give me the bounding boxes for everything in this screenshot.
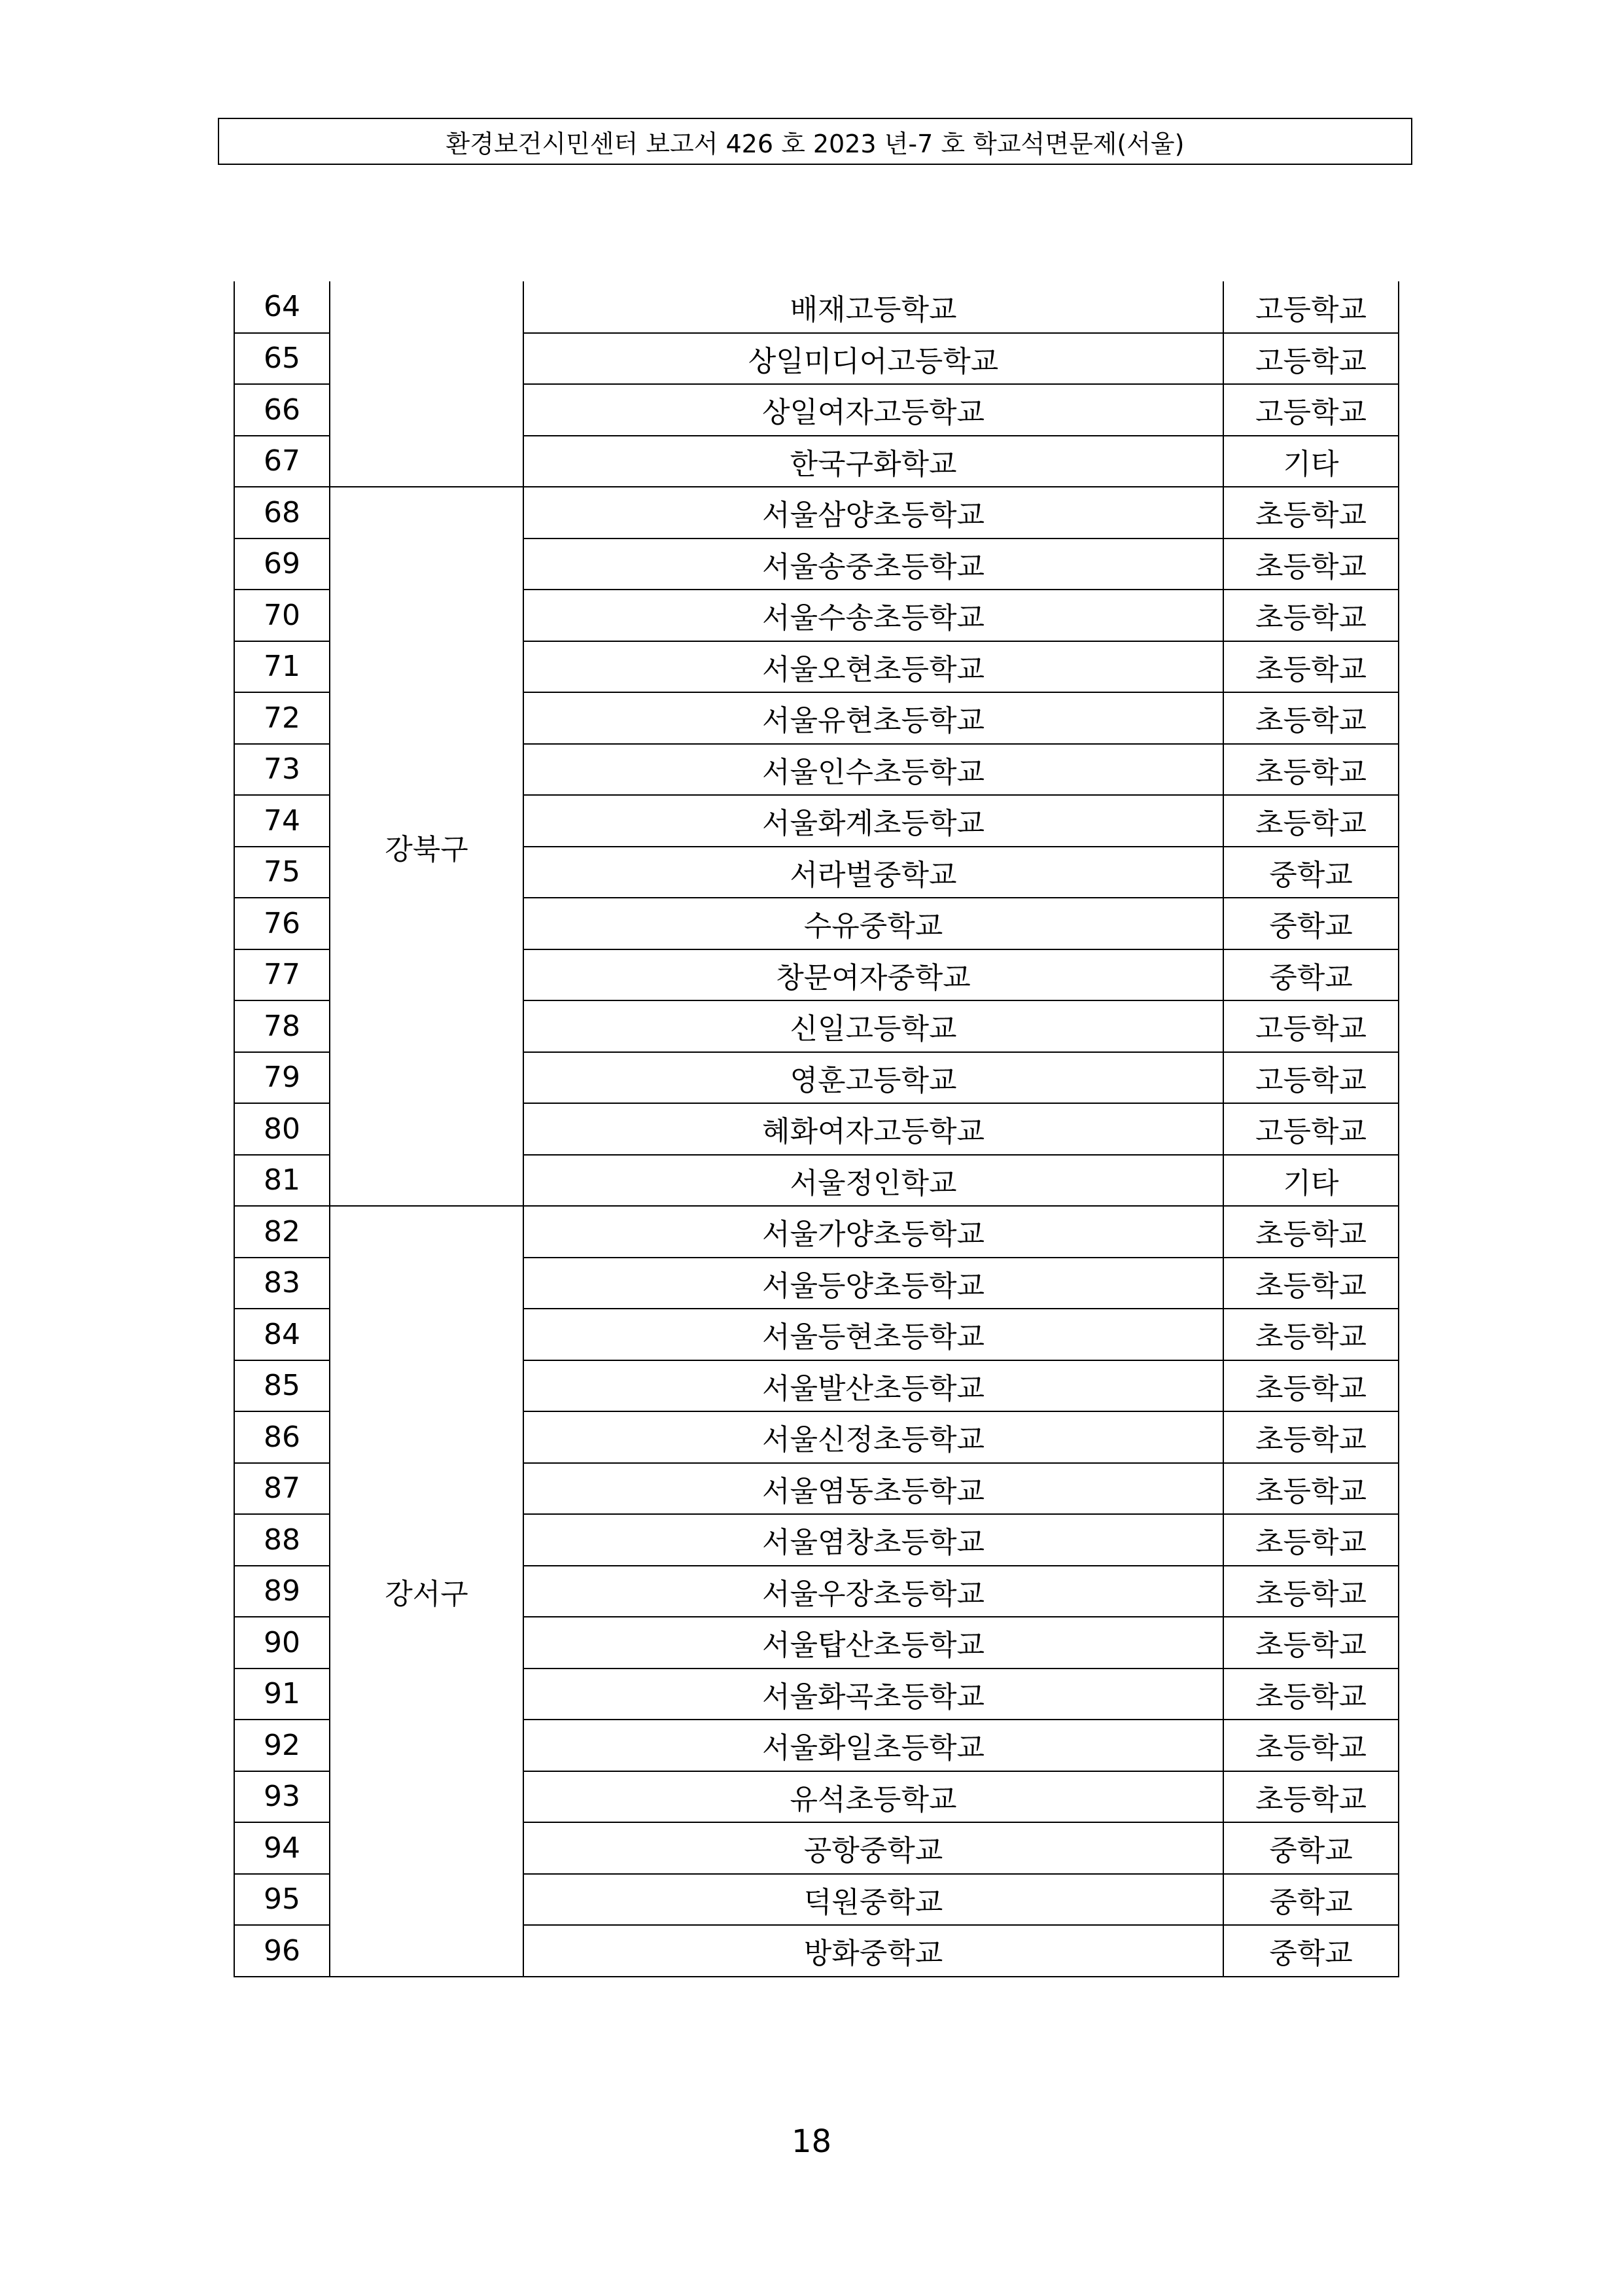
row-number: 66	[234, 384, 330, 436]
school-type: 초등학교	[1223, 1771, 1399, 1823]
row-number: 87	[234, 1463, 330, 1515]
school-name: 서울신정초등학교	[523, 1411, 1223, 1463]
school-name: 수유중학교	[523, 898, 1223, 949]
school-name: 서울화계초등학교	[523, 795, 1223, 847]
school-type: 중학교	[1223, 1874, 1399, 1926]
row-number: 80	[234, 1103, 330, 1155]
school-name: 서울수송초등학교	[523, 590, 1223, 641]
row-number: 68	[234, 487, 330, 539]
school-type: 초등학교	[1223, 487, 1399, 539]
school-name: 서울화곡초등학교	[523, 1669, 1223, 1720]
row-number: 86	[234, 1411, 330, 1463]
school-type: 초등학교	[1223, 539, 1399, 590]
row-number: 76	[234, 898, 330, 949]
school-type: 고등학교	[1223, 333, 1399, 385]
school-type: 초등학교	[1223, 1617, 1399, 1669]
school-type: 고등학교	[1223, 1103, 1399, 1155]
school-list-body	[234, 281, 1399, 1977]
school-name: 서울등현초등학교	[523, 1309, 1223, 1360]
row-number: 88	[234, 1514, 330, 1566]
school-name: 서울오현초등학교	[523, 641, 1223, 693]
school-name: 서울송중초등학교	[523, 539, 1223, 590]
row-number: 67	[234, 436, 330, 487]
school-name: 서울탑산초등학교	[523, 1617, 1223, 1669]
school-type: 초등학교	[1223, 795, 1399, 847]
row-number: 78	[234, 1000, 330, 1052]
school-name: 서울삼양초등학교	[523, 487, 1223, 539]
school-name: 한국구화학교	[523, 436, 1223, 487]
row-number: 92	[234, 1720, 330, 1771]
school-type: 초등학교	[1223, 692, 1399, 744]
school-type: 초등학교	[1223, 1514, 1399, 1566]
school-type: 초등학교	[1223, 1720, 1399, 1771]
school-name: 혜화여자고등학교	[523, 1103, 1223, 1155]
row-number: 81	[234, 1155, 330, 1207]
school-name: 서울우장초등학교	[523, 1566, 1223, 1617]
school-name: 서울발산초등학교	[523, 1360, 1223, 1412]
row-number: 77	[234, 949, 330, 1001]
school-name: 방화중학교	[523, 1925, 1223, 1977]
school-name: 서울정인학교	[523, 1155, 1223, 1207]
row-number: 71	[234, 641, 330, 693]
row-number: 93	[234, 1771, 330, 1823]
school-name: 상일여자고등학교	[523, 384, 1223, 436]
school-type: 초등학교	[1223, 1309, 1399, 1360]
school-name: 서울화일초등학교	[523, 1720, 1223, 1771]
row-number: 74	[234, 795, 330, 847]
school-name: 상일미디어고등학교	[523, 333, 1223, 385]
school-type: 중학교	[1223, 898, 1399, 949]
district-cell-gangbuk: 강북구	[330, 487, 523, 1206]
row-number: 69	[234, 539, 330, 590]
row-number: 79	[234, 1052, 330, 1104]
school-name: 영훈고등학교	[523, 1052, 1223, 1104]
row-number: 64	[234, 281, 330, 333]
school-type: 초등학교	[1223, 1463, 1399, 1515]
row-number: 90	[234, 1617, 330, 1669]
table-row	[234, 487, 1399, 539]
school-type: 고등학교	[1223, 384, 1399, 436]
row-number: 65	[234, 333, 330, 385]
school-type: 고등학교	[1223, 1000, 1399, 1052]
school-type: 기타	[1223, 1155, 1399, 1207]
row-number: 83	[234, 1258, 330, 1309]
school-name: 서라벌중학교	[523, 847, 1223, 898]
row-number: 84	[234, 1309, 330, 1360]
row-number: 89	[234, 1566, 330, 1617]
school-type: 초등학교	[1223, 1669, 1399, 1720]
school-name: 덕원중학교	[523, 1874, 1223, 1926]
school-type: 중학교	[1223, 1822, 1399, 1874]
school-type: 초등학교	[1223, 744, 1399, 796]
school-type: 고등학교	[1223, 281, 1399, 333]
table-row	[234, 281, 1399, 333]
school-type: 초등학교	[1223, 1566, 1399, 1617]
school-type: 중학교	[1223, 847, 1399, 898]
row-number: 91	[234, 1669, 330, 1720]
school-type: 초등학교	[1223, 1360, 1399, 1412]
school-name: 유석초등학교	[523, 1771, 1223, 1823]
school-type: 초등학교	[1223, 641, 1399, 693]
school-name: 서울인수초등학교	[523, 744, 1223, 796]
school-name: 서울염동초등학교	[523, 1463, 1223, 1515]
report-header	[218, 118, 1412, 165]
report-title: 환경보건시민센터 보고서 426 호 2023 년-7 호 학교석면문제(서울)	[445, 129, 1185, 158]
school-type: 초등학교	[1223, 590, 1399, 641]
school-name: 서울염창초등학교	[523, 1514, 1223, 1566]
table-row	[234, 1206, 1399, 1258]
school-type: 중학교	[1223, 1925, 1399, 1977]
row-number: 70	[234, 590, 330, 641]
school-type: 초등학교	[1223, 1411, 1399, 1463]
row-number: 95	[234, 1874, 330, 1926]
page-number: 18	[791, 2123, 832, 2160]
row-number: 94	[234, 1822, 330, 1874]
row-number: 73	[234, 744, 330, 796]
row-number: 75	[234, 847, 330, 898]
school-type: 중학교	[1223, 949, 1399, 1001]
school-name: 서울유현초등학교	[523, 692, 1223, 744]
school-name: 서울등양초등학교	[523, 1258, 1223, 1309]
row-number: 82	[234, 1206, 330, 1258]
district-cell-continued	[330, 281, 523, 487]
school-list-table	[234, 281, 1399, 1977]
row-number: 85	[234, 1360, 330, 1412]
row-number: 72	[234, 692, 330, 744]
school-name: 서울가양초등학교	[523, 1206, 1223, 1258]
school-type: 초등학교	[1223, 1206, 1399, 1258]
school-type: 초등학교	[1223, 1258, 1399, 1309]
row-number: 96	[234, 1925, 330, 1977]
school-type: 기타	[1223, 436, 1399, 487]
district-cell-gangseo: 강서구	[330, 1206, 523, 1977]
school-name: 공항중학교	[523, 1822, 1223, 1874]
school-name: 창문여자중학교	[523, 949, 1223, 1001]
school-type: 고등학교	[1223, 1052, 1399, 1104]
school-name: 신일고등학교	[523, 1000, 1223, 1052]
school-name: 배재고등학교	[523, 281, 1223, 333]
